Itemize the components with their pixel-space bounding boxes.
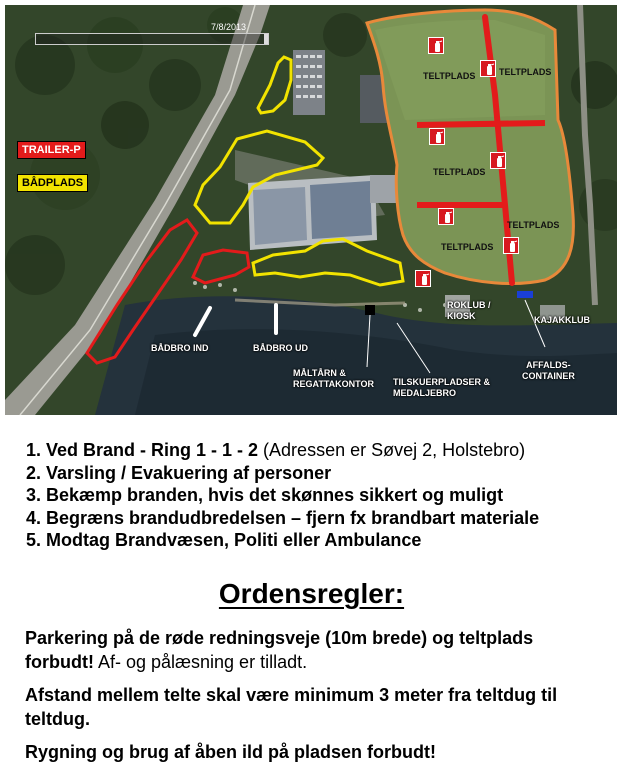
label-roklub: ROKLUB / KIOSK xyxy=(447,300,491,321)
fire-extinguisher-icon xyxy=(480,60,496,77)
list-item: 3. Bekæmp branden, hvis det skønnes sikkert og muligt xyxy=(26,485,504,506)
list-item: 5. Modtag Brandvæsen, Politi eller Ambulance xyxy=(26,530,422,551)
label-teltplads: TELTPLADS xyxy=(507,220,560,230)
waste-container-marker xyxy=(517,291,533,298)
label-maltarn: MÅLTÅRN & REGATTAKONTOR xyxy=(293,368,374,389)
legend-boat: BÅDPLADS xyxy=(17,174,88,192)
label-badbro-ind: BÅDBRO IND xyxy=(151,343,209,353)
label-teltplads: TELTPLADS xyxy=(499,67,552,77)
list-item: 2. Varsling / Evakuering af personer xyxy=(26,462,332,483)
fire-extinguisher-icon xyxy=(438,208,454,225)
list-item: 4. Begræns brandudbredelsen – fjern fx brandbart materiale xyxy=(26,507,540,528)
map-timeline-bar xyxy=(35,33,269,45)
rule-parking: Parkering på de røde redningsveje (10m brede) og teltplads forbudt! Af- og pålæsning er tilladt. xyxy=(25,628,534,672)
label-teltplads: TELTPLADS xyxy=(433,167,486,177)
fire-extinguisher-icon xyxy=(428,37,444,54)
label-kajakklub: KAJAKKLUB xyxy=(534,315,590,325)
fire-extinguisher-icon xyxy=(490,152,506,169)
label-teltplads: TELTPLADS xyxy=(441,242,494,252)
label-affaldscontainer: AFFALDS- CONTAINER xyxy=(522,360,575,381)
fire-extinguisher-icon xyxy=(415,270,431,287)
legend-trailer: TRAILER-P xyxy=(17,141,86,159)
list-item: 1. Ved Brand - Ring 1 - 1 - 2 (Adressen er Søvej 2, Holstebro) xyxy=(26,440,526,460)
rule-no-smoking: Rygning og brug af åben ild på pladsen forbudt! xyxy=(25,742,436,762)
fire-extinguisher-icon xyxy=(429,128,445,145)
page-title: Ordensregler: xyxy=(218,578,405,609)
label-tilskuerpladser: TILSKUERPLADSER & MEDALJEBRO xyxy=(393,377,491,398)
label-badbro-ud: BÅDBRO UD xyxy=(253,343,308,353)
rule-tent-distance: Afstand mellem telte skal være minimum 3 meter fra teltdug til teltdug. xyxy=(25,685,558,729)
map-date: 7/8/2013 xyxy=(211,22,247,32)
label-teltplads: TELTPLADS xyxy=(423,71,476,81)
site-map xyxy=(5,5,617,415)
emergency-steps xyxy=(26,439,539,552)
fire-road-north xyxy=(417,123,545,125)
fire-extinguisher-icon xyxy=(503,237,519,254)
